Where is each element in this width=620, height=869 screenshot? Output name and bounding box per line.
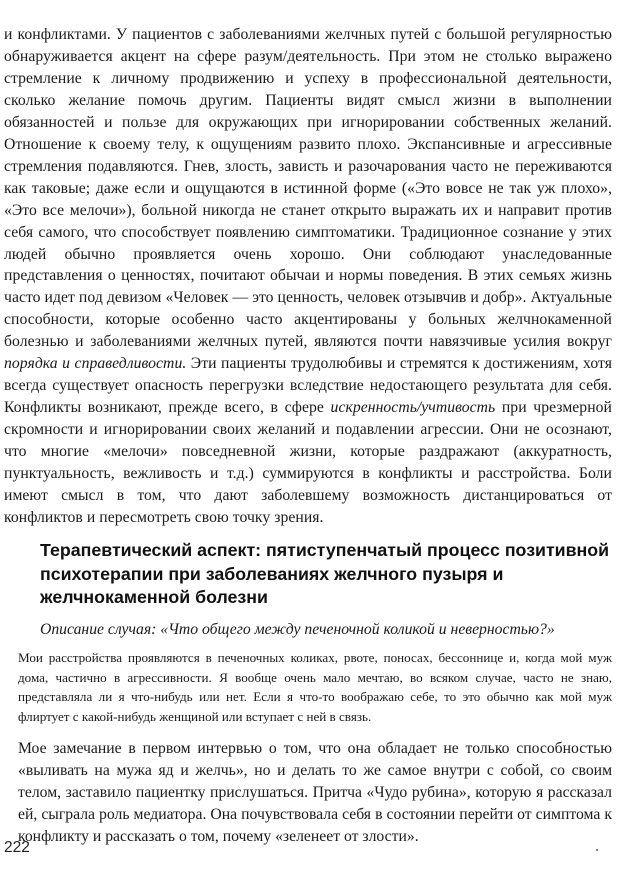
- print-speck: [596, 849, 598, 851]
- patient-quote: Мои расстройства проявляются в печеночных коликах, рвоте, поносах, бессоннице и, когда мой муж дома, частично в агрессивности. Я вообще очень мало мечтаю, во всяком случае, часто не знаю, представляла ли я что-нибудь или нет. Если я что-то воображаю себе, то это обычно как мой муж флиртует с какой-нибудь женщиной или вступает с ней в связь.: [18, 650, 612, 724]
- emphasis-sincerity-politeness: искренность/учтивость: [330, 399, 496, 417]
- body-paragraph-2: Мое замечание в первом интервью о том, что она обладает не только способностью «выливать на мужа яд и желчь», но и делать то же самое внутри с собой, со своим телом, заставило пациентку прислушаться. Притча «Чудо рубина», которую я рассказал ей, сыграла роль медиатора. Она почувствовала себя в состоянии перейти от симптома к конфликту и рассказать о том, почему «зеленеет от злости».: [18, 740, 612, 846]
- body-text: и конфликтами. У пациентов с заболеваниями желчных путей с большой регулярностью обнаруживается акцент на сфере разум/деятельность. При этом не столько выражено стремление к личному продвижению и успеху в профессиональной деятельности, сколько желание помочь другим. Пациенты видят смысл жизни в выполнении обязанностей и пользе для окружающих при игнорировании собственных желаний. Отношение к своему телу, к ощущениям развито плохо. Экспансивные и агрессивные стремления подавляются. Гнев, злость, зависть и разочарования часто не переживаются как таковые; даже если и ощущаются в истинной форме («Это вовсе не так уж плохо», «Это все мелочи»), больной никогда не станет открыто выражать их и направит против себя самого, что способствует появлению симптоматики. Традиционное сознание у этих людей обычно проявляется очень хорошо. Они соблюдают унаследованные представления о ценностях, почитают обычаи и нормы поведения. В этих семьях жизнь часто идет под девизом «Человек — это ценность, человек отзывчив и добр». Актуальные способности, которые особенно часто акцентированы у больных желчнокаменной болезнью и заболеваниями желчных путей, являются почти навязчивые усилия вокруг: [4, 26, 612, 351]
- body-paragraph: [4, 24, 612, 529]
- body-text: Эти пациенты трудолюбивы и стремятся к достижениям, хотя всегда существует опасность перегрузки вследствие недостающего результата для себя. Конфликты возникают, прежде всего, в сфере: [4, 355, 613, 417]
- case-description-title: Описание случая: «Что общего между печеночной коликой и неверностью?»: [40, 621, 555, 638]
- page-number: 222: [4, 839, 30, 856]
- emphasis-order-justice: порядка и справедливости.: [4, 355, 187, 373]
- body-text: при чрезмерной скромности и игнорировании своих желаний и подавлении агрессии. Они не осознают, что многие «мелочи» повседневной жизни, которые раздражают (аккуратность, пунктуальность, вежливость и т.д.) суммируются в конфликты и расстройства. Боли имеют смысл в том, что дают заболевшему возможность дистанцироваться от конфликтов и пересмотреть свою точку зрения.: [4, 399, 612, 526]
- section-heading: Терапевтический аспект: пятиступенчатый процесс позитивной психотерапии при заболеваниях желчного пузыря и желчнокаменной болезни: [40, 540, 610, 607]
